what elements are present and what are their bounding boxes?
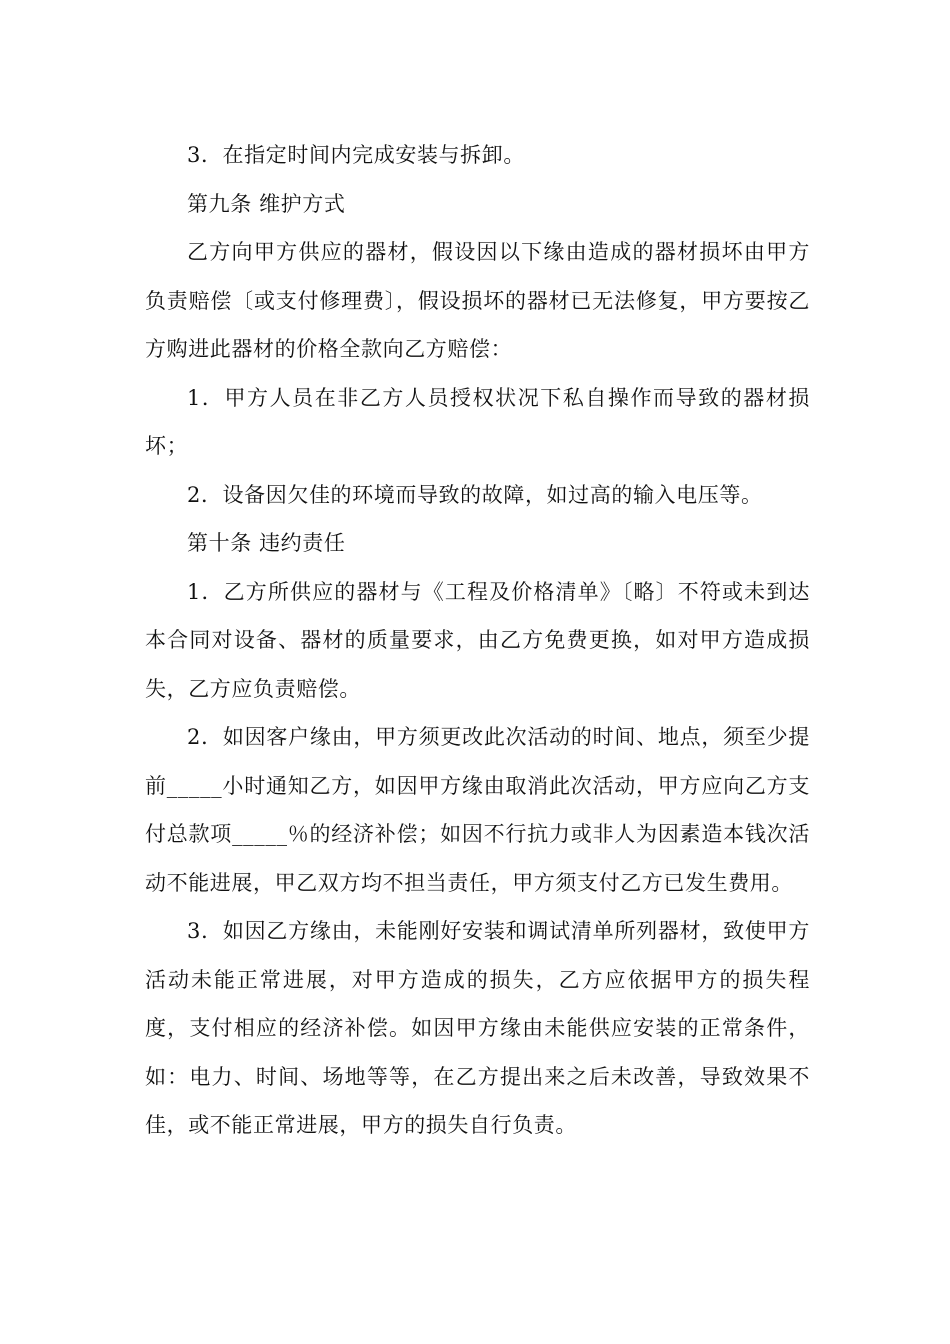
article-10-heading: 第十条 违约责任	[187, 531, 346, 555]
clause-8-item-3: 3．在指定时间内完成安装与拆卸。	[187, 143, 525, 167]
article-10-item-2: 2．如因客户缘由，甲方须更改此次活动的时间、地点，须至少提前_____小时通知乙方，如因甲方缘由取消此次活动，甲方应向乙方支付总款项_____％的经济补偿；如因不行抗力或非人为因素造本钱次活动不能进展，甲乙双方均不担当责任，甲方须支付乙方已发生费用。	[145, 725, 810, 895]
article-9-item-1: 1．甲方人员在非乙方人员授权状况下私自操作而导致的器材损坏；	[145, 385, 810, 458]
article-9-body: 乙方向甲方供应的器材，假设因以下缘由造成的器材损坏由甲方负责赔偿〔或支付修理费〕，假设损坏的器材已无法修复，甲方要按乙方购进此器材的价格全款向乙方赔偿：	[145, 240, 810, 361]
document-body	[145, 131, 810, 1150]
article-9-item-2: 2．设备因欠佳的环境而导致的故障，如过高的输入电压等。	[187, 482, 763, 507]
article-10-item-3: 3．如因乙方缘由，未能刚好安装和调试清单所列器材，致使甲方活动未能正常进展，对甲方造成的损失，乙方应依据甲方的损失程度，支付相应的经济补偿。如因甲方缘由未能供应安装的正常条件，如：电力、时间、场地等等，在乙方提出来之后未改善，导致效果不佳，或不能正常进展，甲方的损失自行负责。	[145, 919, 810, 1137]
article-9-heading: 第九条 维护方式	[187, 191, 346, 216]
article-10-item-1: 1．乙方所供应的器材与《工程及价格清单》〔略〕不符或未到达本合同对设备、器材的质量要求，由乙方免费更换，如对甲方造成损失，乙方应负责赔偿。	[145, 579, 810, 701]
